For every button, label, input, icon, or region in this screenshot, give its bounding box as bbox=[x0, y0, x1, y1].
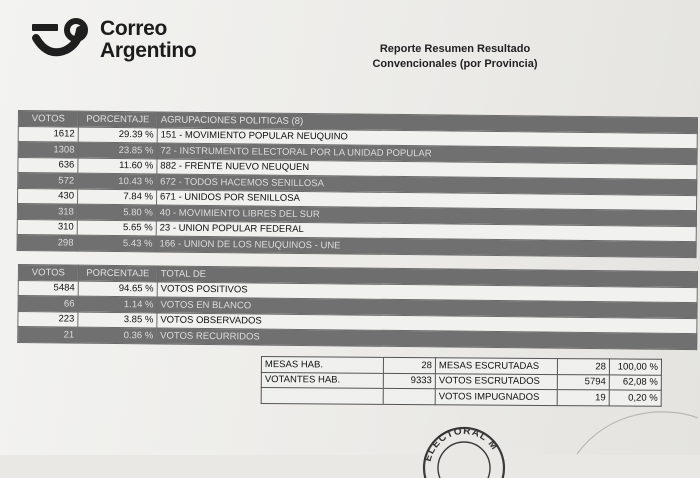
signature-curve bbox=[575, 408, 700, 455]
percent-cell: 29.39 % bbox=[78, 127, 157, 143]
votes-cell: 310 bbox=[17, 219, 77, 235]
group-cell: 151 - MOVIMIENTO POPULAR NEUQUINO bbox=[157, 127, 697, 148]
votes-cell: 66 bbox=[18, 296, 78, 312]
group-cell: 40 - MOVIMIENTO LIBRES DEL SUR bbox=[156, 205, 696, 226]
votos-escrutados-value: 5794 bbox=[557, 374, 609, 390]
summary-table bbox=[261, 356, 662, 406]
correo-logo-icon bbox=[30, 18, 92, 58]
group-cell: 671 - UNIDOS POR SENILLOSA bbox=[156, 189, 696, 210]
percent-cell: 10.43 % bbox=[78, 173, 157, 189]
group-cell: 882 - FRENTE NUEVO NEUQUEN bbox=[157, 158, 697, 179]
mesas-escrutadas-label: MESAS ESCRUTADAS bbox=[435, 358, 557, 374]
votes-cell: 1612 bbox=[18, 126, 78, 142]
header-percent: PORCENTAJE bbox=[78, 111, 157, 127]
percent-cell: 5.43 % bbox=[77, 235, 156, 251]
brand-name bbox=[100, 18, 196, 62]
header-votes: VOTOS bbox=[18, 111, 78, 127]
percent-cell: 94.65 % bbox=[78, 281, 157, 297]
votantes-hab-value: 9333 bbox=[383, 373, 435, 389]
votes-cell: 572 bbox=[18, 173, 78, 189]
percent-cell: 0.36 % bbox=[78, 327, 157, 343]
votantes-hab-label: VOTANTES HAB. bbox=[261, 372, 383, 388]
empty-cell bbox=[261, 388, 383, 404]
report-title-line-1: Reporte Resumen Resultado bbox=[379, 43, 531, 55]
brand-line-2: Argentino bbox=[100, 39, 197, 62]
electoral-stamp bbox=[418, 418, 508, 478]
votes-cell: 223 bbox=[18, 311, 78, 327]
group-cell: VOTOS RECURRIDOS bbox=[157, 328, 697, 349]
mesas-escrutadas-pct: 100,00 % bbox=[609, 359, 661, 375]
votes-cell: 5484 bbox=[18, 280, 78, 296]
empty-cell bbox=[383, 388, 435, 404]
votos-escrutados-label: VOTOS ESCRUTADOS bbox=[435, 373, 557, 389]
votos-impugnados-pct: 0,20 % bbox=[609, 390, 661, 406]
report-title-line-2: Convencionales (por Provincia) bbox=[372, 58, 538, 70]
percent-cell: 7.84 % bbox=[77, 189, 156, 205]
header-votes: VOTOS bbox=[18, 265, 78, 281]
percent-cell: 5.80 % bbox=[77, 204, 156, 220]
header-percent: PORCENTAJE bbox=[78, 265, 157, 281]
mesas-escrutadas-value: 28 bbox=[557, 359, 609, 375]
totals-table bbox=[17, 264, 698, 350]
percent-cell: 1.14 % bbox=[78, 296, 157, 312]
brand-line-1: Correo bbox=[100, 17, 168, 40]
stamp-text: ELECTORAL M bbox=[422, 425, 501, 463]
votes-cell: 1308 bbox=[18, 142, 78, 158]
group-cell: VOTOS EN BLANCO bbox=[157, 297, 697, 318]
table-row bbox=[261, 388, 661, 406]
votes-cell: 318 bbox=[17, 204, 77, 220]
votes-cell: 430 bbox=[18, 188, 78, 204]
votes-cell: 298 bbox=[17, 234, 77, 250]
percent-cell: 3.85 % bbox=[78, 312, 157, 328]
group-cell: VOTOS OBSERVADOS bbox=[157, 312, 697, 333]
votos-escrutados-pct: 62,08 % bbox=[609, 374, 661, 390]
votes-cell: 636 bbox=[18, 157, 78, 173]
votes-cell: 21 bbox=[18, 327, 78, 343]
header-group: AGRUPACIONES POLITICAS (8) bbox=[157, 112, 697, 133]
votos-impugnados-value: 19 bbox=[557, 390, 609, 406]
header-total: TOTAL DE bbox=[157, 266, 697, 287]
percent-cell: 11.60 % bbox=[78, 158, 157, 174]
percent-cell: 23.85 % bbox=[78, 142, 157, 158]
brand-logo bbox=[30, 14, 230, 64]
report-title bbox=[355, 42, 555, 72]
group-cell: 672 - TODOS HACEMOS SENILLOSA bbox=[157, 174, 697, 195]
parties-table bbox=[17, 110, 698, 258]
group-cell: 166 - UNION DE LOS NEUQUINOS - UNE bbox=[156, 236, 696, 257]
percent-cell: 5.65 % bbox=[77, 220, 156, 236]
votos-impugnados-label: VOTOS IMPUGNADOS bbox=[435, 389, 557, 405]
group-cell: VOTOS POSITIVOS bbox=[157, 281, 697, 302]
group-cell: 23 - UNION POPULAR FEDERAL bbox=[156, 220, 696, 241]
mesas-hab-label: MESAS HAB. bbox=[261, 357, 383, 373]
mesas-hab-value: 28 bbox=[383, 357, 435, 373]
group-cell: 72 - INSTRUMENTO ELECTORAL POR LA UNIDAD POPULAR bbox=[157, 143, 697, 164]
